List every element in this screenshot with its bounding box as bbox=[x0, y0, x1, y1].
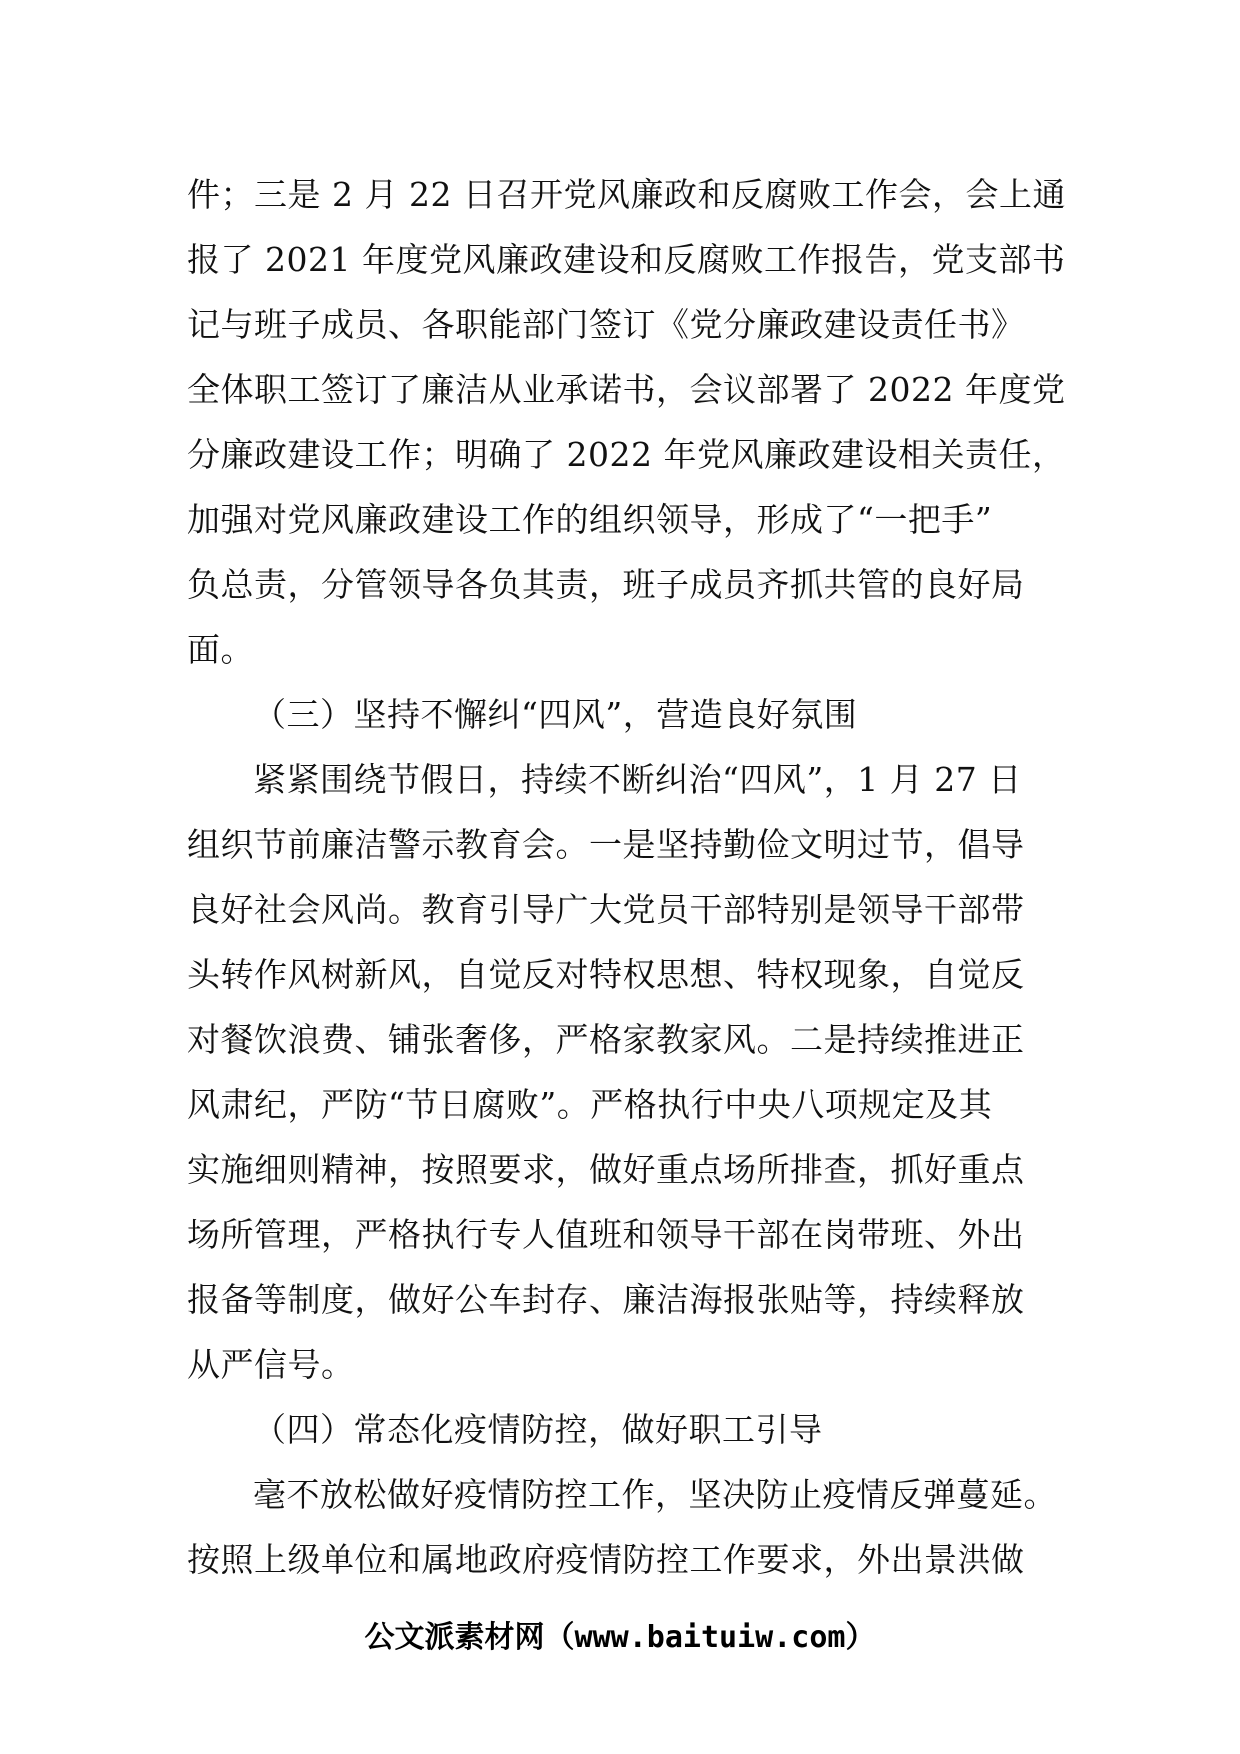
text-line: 毫不放松做好疫情防控工作，坚决防止疫情反弹蔓延。 bbox=[253, 1475, 1057, 1514]
section-heading: （四）常态化疫情防控，做好职工引导 bbox=[253, 1410, 823, 1449]
text-line: 紧紧围绕节假日，持续不断纠治“四风”，1 月 27 日 bbox=[253, 760, 1022, 799]
text-line: 场所管理，严格执行专人值班和领导干部在岗带班、外出 bbox=[187, 1215, 1025, 1254]
document-body bbox=[187, 162, 1072, 1592]
text-line: 从严信号。 bbox=[187, 1345, 355, 1384]
text-line: 件；三是 2 月 22 日召开党风廉政和反腐败工作会，会上通 bbox=[187, 175, 1066, 214]
footer-url: （www.baituiw.com） bbox=[544, 1620, 876, 1655]
text-line: 风肃纪，严防“节日腐败”。严格执行中央八项规定及其 bbox=[187, 1085, 993, 1124]
text-line: 全体职工签订了廉洁从业承诺书，会议部署了 2022 年度党 bbox=[187, 370, 1066, 409]
text-line: 报备等制度，做好公车封存、廉洁海报张贴等，持续释放 bbox=[187, 1280, 1025, 1319]
section-heading: （三）坚持不懈纠“四风”，营造良好氛围 bbox=[253, 695, 858, 734]
text-line: 良好社会风尚。教育引导广大党员干部特别是领导干部带 bbox=[187, 890, 1025, 929]
text-line: 分廉政建设工作；明确了 2022 年党风廉政建设相关责任， bbox=[187, 435, 1066, 474]
text-line: 报了 2021 年度党风廉政建设和反腐败工作报告，党支部书 bbox=[187, 240, 1066, 279]
text-line: 对餐饮浪费、铺张奢侈，严格家教家风。二是持续推进正 bbox=[187, 1020, 1025, 1059]
text-line: 实施细则精神，按照要求，做好重点场所排查，抓好重点 bbox=[187, 1150, 1025, 1189]
text-line: 记与班子成员、各职能部门签订《党分廉政建设责任书》 bbox=[187, 305, 1025, 344]
text-line: 负总责，分管领导各负其责，班子成员齐抓共管的良好局 bbox=[187, 565, 1025, 604]
text-line: 按照上级单位和属地政府疫情防控工作要求，外出景洪做 bbox=[187, 1540, 1025, 1579]
footer-watermark bbox=[0, 1612, 1240, 1656]
text-line: 头转作风树新风，自觉反对特权思想、特权现象，自觉反 bbox=[187, 955, 1025, 994]
footer-site-name: 公文派素材网 bbox=[364, 1620, 545, 1655]
text-line: 加强对党风廉政建设工作的组织领导，形成了“一把手” bbox=[187, 500, 993, 539]
text-line: 组织节前廉洁警示教育会。一是坚持勤俭文明过节，倡导 bbox=[187, 825, 1025, 864]
text-line: 面。 bbox=[187, 630, 254, 669]
